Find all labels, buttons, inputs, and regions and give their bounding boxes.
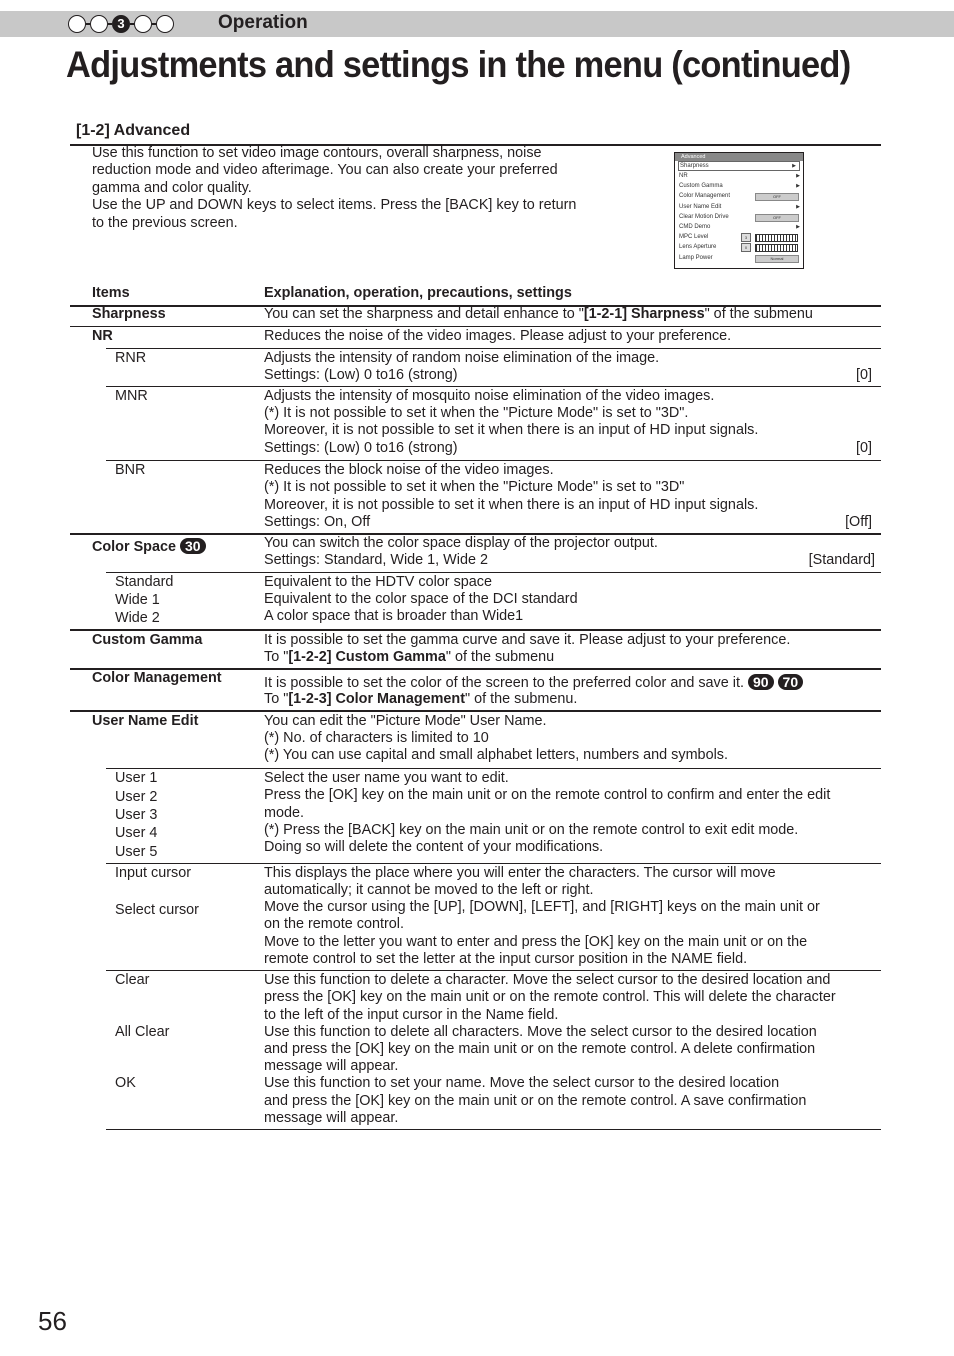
subsection-title: [1-2] Advanced [76, 122, 191, 139]
item-user-5: User 5 [115, 844, 158, 860]
item-user-4: User 4 [115, 825, 158, 841]
item-color-space: Color Space 30 [92, 538, 206, 556]
page-ref-badge: 30 [180, 538, 206, 554]
divider [70, 710, 881, 712]
step-circle [68, 15, 86, 33]
step-circle-active: 3 [112, 15, 130, 33]
menu-item-mpc-level: MPC Level 3 [675, 232, 803, 242]
menu-item-clear-motion-drive: Clear Motion Drive OFF [675, 212, 803, 222]
item-ok: OK [115, 1075, 136, 1091]
item-color-management: Color Management [92, 670, 222, 686]
mnr-default: [0] [856, 440, 872, 456]
table-header-items: Items [92, 285, 130, 301]
rnr-desc-line: Adjusts the intensity of random noise elimination of the image. [264, 350, 660, 366]
menu-item-sharpness: Sharpness ▶ [678, 161, 800, 171]
divider [106, 460, 881, 461]
page-ref-badge: 70 [778, 674, 804, 690]
divider [106, 572, 881, 573]
all-clear-desc-line: and press the [OK] key on the main unit or on the remote control. A delete confirmation [264, 1041, 816, 1057]
intro-line: to the previous screen. [92, 214, 238, 231]
intro-line: Use this function to set video image contours, overall sharpness, noise [92, 145, 542, 161]
item-wide-1: Wide 1 [115, 592, 160, 608]
users-desc-line: Doing so will delete the content of your modifications. [264, 839, 604, 855]
divider [106, 768, 881, 769]
item-select-cursor: Select cursor [115, 902, 199, 918]
menu-item-custom-gamma: Custom Gamma ▶ [679, 183, 800, 190]
cursors-desc-line: This displays the place where you will enter the characters. The cursor will move [264, 865, 776, 881]
cursors-desc-line: Move to the letter you want to enter and press the [OK] key on the main unit or on the [264, 934, 808, 950]
step-circle [90, 15, 108, 33]
intro-text [92, 145, 622, 232]
clear-desc-line: press the [OK] key on the main unit or on the remote control. This will delete the character [264, 989, 836, 1005]
item-standard: Standard [115, 574, 174, 590]
item-clear: Clear [115, 972, 150, 988]
clear-desc-line: Use this function to delete a character. Move the select cursor to the desired location and [264, 972, 831, 988]
color-management-desc-line: To "[1-2-3] Color Management" of the submenu. [264, 691, 578, 707]
item-custom-gamma: Custom Gamma [92, 632, 203, 648]
users-desc-line: Select the user name you want to edit. [264, 770, 509, 786]
step-circle [156, 15, 174, 33]
nr-desc: Reduces the noise of the video images. Please adjust to your preference. [264, 328, 732, 344]
bnr-desc-line: Moreover, it is not possible to set it when there is an input of HD input signals. [264, 497, 759, 513]
page-number: 56 [38, 1306, 67, 1336]
bnr-default: [Off] [845, 514, 872, 530]
cursors-desc-line: Move the cursor using the [UP], [DOWN], [LEFT], and [RIGHT] keys on the main unit or [264, 899, 820, 915]
color-space-default: [Standard] [808, 552, 875, 568]
divider [106, 863, 881, 864]
all-clear-desc-line: Use this function to delete all characters. Move the select cursor to the desired location [264, 1024, 817, 1040]
rnr-desc-line: Settings: (Low) 0 to16 (strong) [264, 367, 458, 383]
cursors-desc-line: remote control to set the letter at the input cursor position in the NAME field. [264, 951, 748, 967]
item-rnr: RNR [115, 350, 147, 366]
wide-2-desc: A color space that is broader than Wide1 [264, 608, 524, 624]
divider [106, 970, 881, 971]
step-indicator [68, 14, 174, 34]
mnr-desc-line: Adjusts the intensity of mosquito noise elimination of the video images. [264, 388, 715, 404]
users-desc-line: Press the [OK] key on the main unit or on the remote control to confirm and enter the edit [264, 787, 831, 803]
wide-1-desc: Equivalent to the color space of the DCI standard [264, 591, 578, 607]
ok-desc-line: Use this function to set your name. Move the select cursor to the desired location [264, 1075, 780, 1091]
step-circle [134, 15, 152, 33]
user-name-edit-desc-line: (*) No. of characters is limited to 10 [264, 730, 489, 746]
standard-desc: Equivalent to the HDTV color space [264, 574, 492, 590]
item-wide-2: Wide 2 [115, 610, 160, 626]
menu-title: Advanced [675, 153, 803, 161]
menu-item-user-name-edit: User Name Edit ▶ [679, 203, 800, 210]
menu-item-lamp-power: Lamp Power Normal [675, 253, 803, 263]
users-desc-line: (*) Press the [BACK] key on the main unit or on the remote control to exit edit mode. [264, 822, 799, 838]
page-ref-badge: 90 [748, 674, 774, 690]
menu-item-cmd-demo: CMD Demo ▶ [679, 223, 800, 230]
sharpness-desc: You can set the sharpness and detail enhance to "[1-2-1] Sharpness" of the submenu [264, 306, 813, 322]
bnr-desc-line: Reduces the block noise of the video images. [264, 462, 554, 478]
user-name-edit-desc-line: (*) You can use capital and small alphabet letters, numbers and symbols. [264, 747, 728, 763]
item-user-1: User 1 [115, 770, 158, 786]
bnr-desc-line: (*) It is not possible to set it when the "Picture Mode" is set to "3D" [264, 479, 685, 495]
users-desc-line: mode. [264, 805, 304, 821]
mnr-desc-line: Settings: (Low) 0 to16 (strong) [264, 440, 458, 456]
section-label: Operation [218, 12, 308, 33]
item-mnr: MNR [115, 388, 148, 404]
divider [106, 386, 881, 387]
custom-gamma-desc-line: It is possible to set the gamma curve and save it. Please adjust to your preference. [264, 632, 791, 648]
item-user-3: User 3 [115, 807, 158, 823]
menu-screenshot [674, 152, 804, 269]
table-header-explanation: Explanation, operation, precautions, settings [264, 285, 572, 301]
intro-line: Use the UP and DOWN keys to select items. Press the [BACK] key to return [92, 197, 577, 214]
color-management-desc-line: It is possible to set the color of the screen to the preferred color and save it. 90 70 [264, 674, 803, 692]
divider [70, 326, 881, 327]
ok-desc-line: message will appear. [264, 1110, 399, 1126]
all-clear-desc-line: message will appear. [264, 1058, 399, 1074]
item-input-cursor: Input cursor [115, 865, 191, 881]
page-title: Adjustments and settings in the menu (continued) [66, 44, 851, 85]
intro-line: reduction mode and video afterimage. You can also create your preferred [92, 162, 558, 179]
bnr-desc-line: Settings: On, Off [264, 514, 371, 530]
color-space-desc-line: You can switch the color space display of the projector output. [264, 535, 658, 551]
custom-gamma-desc-line: To "[1-2-2] Custom Gamma" of the submenu [264, 649, 555, 665]
rnr-default: [0] [856, 367, 872, 383]
divider [106, 348, 881, 349]
menu-item-nr: NR ▶ [679, 173, 800, 179]
cursors-desc-line: automatically; it cannot be moved to the left or right. [264, 882, 594, 898]
mnr-desc-line: Moreover, it is not possible to set it when there is an input of HD input signals. [264, 422, 759, 438]
item-user-name-edit: User Name Edit [92, 713, 199, 729]
cursors-desc-line: on the remote control. [264, 916, 404, 932]
item-all-clear: All Clear [115, 1024, 170, 1040]
item-nr: NR [92, 328, 113, 344]
ok-desc-line: and press the [OK] key on the main unit or on the remote control. A save confirmation [264, 1093, 807, 1109]
item-bnr: BNR [115, 462, 146, 478]
clear-desc-line: to the left of the input cursor in the Name field. [264, 1007, 559, 1023]
intro-line: gamma and color quality. [92, 179, 252, 196]
mnr-desc-line: (*) It is not possible to set it when the "Picture Mode" is set to "3D". [264, 405, 689, 421]
item-user-2: User 2 [115, 789, 158, 805]
menu-item-color-management: Color Management OFF [675, 191, 803, 201]
user-name-edit-desc-line: You can edit the "Picture Mode" User Name. [264, 713, 547, 729]
color-space-desc-line: Settings: Standard, Wide 1, Wide 2 [264, 552, 488, 568]
divider [106, 1129, 881, 1130]
divider [70, 629, 881, 631]
menu-item-lens-aperture: Lens Aperture 0 [675, 242, 803, 252]
item-sharpness: Sharpness [92, 306, 166, 322]
